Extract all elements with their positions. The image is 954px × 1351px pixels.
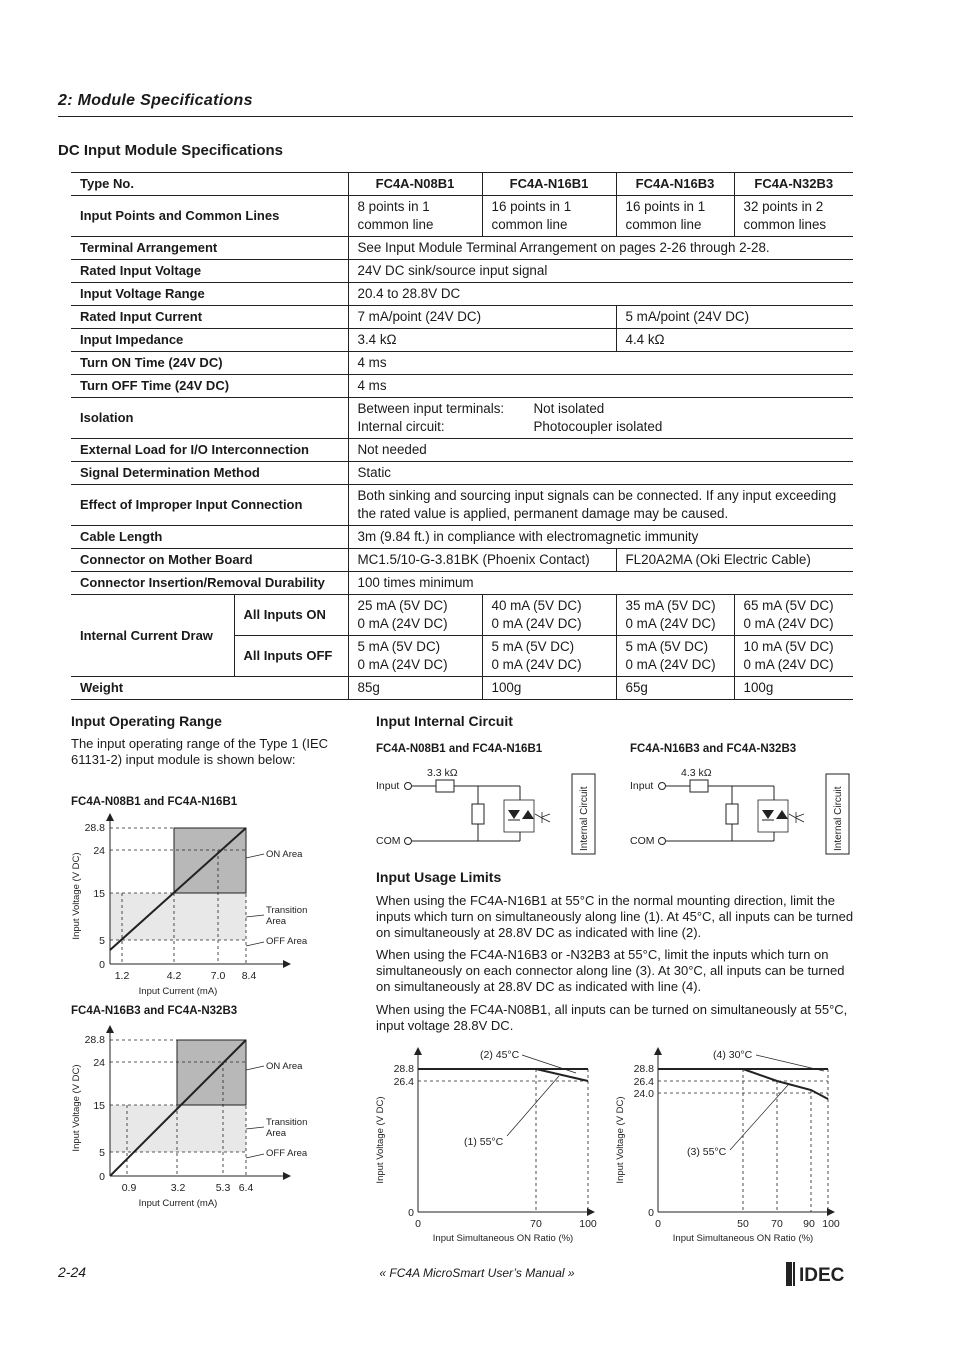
svg-text:(1) 55°C: (1) 55°C (464, 1136, 504, 1148)
row-label: Input Voltage Range (71, 283, 348, 306)
internal-circuit-title: Input Internal Circuit (376, 713, 513, 729)
svg-text:26.4: 26.4 (393, 1076, 414, 1088)
cell: MC1.5/10-G-3.81BK (Phoenix Contact) (348, 549, 616, 572)
cell: 65 mA (5V DC) 0 mA (24V DC) (734, 595, 853, 636)
cell: 20.4 to 28.8V DC (348, 283, 853, 306)
off-area (110, 940, 246, 964)
svg-text:0: 0 (415, 1218, 421, 1230)
usage-limits-p2: When using the FC4A-N16B3 or -N32B3 at 55°C, limit the inputs which turn on simultaneously on each connector along line (3). At 30°C, all inputs can be turned on simultaneously at 28.8V DC as indicated with line (4). (376, 947, 845, 994)
page-title: DC Input Module Specifications (58, 142, 284, 159)
svg-text:24: 24 (93, 1057, 105, 1069)
cell: 65g (616, 677, 734, 700)
cell: 85g (348, 677, 482, 700)
svg-text:Transition: Transition (266, 905, 308, 916)
operating-range-title: Input Operating Range (71, 713, 222, 729)
svg-text:100: 100 (579, 1218, 597, 1230)
circuit-diagram-right (626, 760, 856, 860)
cell: See Input Module Terminal Arrangement on pages 2-26 through 2-28. (348, 237, 853, 260)
usage-limits-title: Input Usage Limits (376, 869, 502, 885)
isolation-value-1: Not isolated (533, 401, 605, 416)
svg-text:70: 70 (530, 1218, 542, 1230)
cell: 5 mA (5V DC) 0 mA (24V DC) (348, 636, 482, 677)
svg-text:28.8: 28.8 (393, 1063, 414, 1075)
table-row (71, 375, 853, 398)
svg-text:Input Simultaneous ON Ratio (%: Input Simultaneous ON Ratio (%) (672, 1233, 814, 1244)
cell: 100 times minimum (348, 572, 853, 595)
cell: 25 mA (5V DC) 0 mA (24V DC) (348, 595, 482, 636)
svg-text:IDEC: IDEC (799, 1265, 845, 1286)
row-label: Turn OFF Time (24V DC) (71, 375, 348, 398)
svg-text:(4) 30°C: (4) 30°C (713, 1049, 753, 1061)
cell: 100g (482, 677, 616, 700)
svg-text:Area: Area (266, 916, 287, 927)
svg-text:Input: Input (376, 780, 400, 792)
svg-text:6.4: 6.4 (238, 1182, 254, 1194)
cell: 35 mA (5V DC) 0 mA (24V DC) (616, 595, 734, 636)
cell: 10 mA (5V DC) 0 mA (24V DC) (734, 636, 853, 677)
svg-text:3.2: 3.2 (170, 1182, 186, 1194)
table-row (71, 398, 853, 439)
table-row (71, 329, 853, 352)
page-number: 2-24 (58, 1264, 87, 1280)
cell: Not needed (348, 439, 853, 462)
cell: 4.4 kΩ (616, 329, 853, 352)
cell: 5 mA/point (24V DC) (616, 306, 853, 329)
svg-text:Input Simultaneous ON Ratio (%: Input Simultaneous ON Ratio (%) (432, 1233, 574, 1244)
usage-limit-chart-2 (610, 1042, 850, 1246)
svg-text:Input Voltage (V DC): Input Voltage (V DC) (71, 852, 82, 940)
svg-text:26.4: 26.4 (633, 1076, 654, 1088)
row-label: Rated Input Voltage (71, 260, 348, 283)
svg-text:5: 5 (99, 935, 105, 947)
svg-text:(2) 45°C: (2) 45°C (480, 1049, 520, 1061)
svg-text:4.3 kΩ: 4.3 kΩ (681, 767, 712, 779)
section-header: 2: Module Specifications (58, 92, 253, 109)
svg-text:OFF Area: OFF Area (266, 1148, 308, 1159)
row-label: Effect of Improper Input Connection (71, 485, 348, 526)
spec-table (71, 172, 853, 700)
row-label: Internal Current Draw (71, 595, 234, 677)
table-row (71, 260, 853, 283)
idec-logo (786, 1262, 853, 1286)
model-header: FC4A-N16B3 (616, 173, 734, 196)
usage-limit-chart-1 (370, 1042, 610, 1246)
cell: FL20A2MA (Oki Electric Cable) (616, 549, 853, 572)
table-row (71, 595, 853, 636)
table-row (71, 677, 853, 700)
table-row (71, 485, 853, 526)
svg-text:3.3 kΩ: 3.3 kΩ (427, 767, 458, 779)
chart1-title: FC4A-N08B1 and FC4A-N16B1 (71, 796, 238, 808)
chart2-title: FC4A-N16B3 and FC4A-N32B3 (71, 1005, 238, 1017)
svg-text:Internal Circuit: Internal Circuit (579, 786, 590, 851)
svg-text:ON Area: ON Area (266, 849, 303, 860)
table-row (71, 572, 853, 595)
svg-text:0: 0 (655, 1218, 661, 1230)
cell: Both sinking and sourcing input signals can be connected. If any input exceeding the rated value is applied, permanent damage may be caused. (348, 485, 853, 526)
svg-text:OFF Area: OFF Area (266, 936, 308, 947)
table-row (71, 173, 853, 196)
row-label: Connector Insertion/Removal Durability (71, 572, 348, 595)
cell: 24V DC sink/source input signal (348, 260, 853, 283)
svg-text:Transition: Transition (266, 1117, 308, 1128)
model-header: FC4A-N08B1 (348, 173, 482, 196)
isolation-label-1: Between input terminals: (357, 401, 505, 416)
svg-text:0: 0 (408, 1207, 414, 1219)
table-row (71, 439, 853, 462)
table-row (71, 306, 853, 329)
cell: 3.4 kΩ (348, 329, 616, 352)
cell: 3m (9.84 ft.) in compliance with electromagnetic immunity (348, 526, 853, 549)
isolation-label-2: Internal circuit: (357, 419, 445, 434)
cell: 32 points in 2 common lines (734, 196, 853, 237)
svg-text:0: 0 (99, 959, 105, 971)
row-label: Isolation (71, 398, 348, 439)
svg-text:Input Current (mA): Input Current (mA) (138, 986, 218, 997)
cell: 16 points in 1 common line (482, 196, 616, 237)
svg-text:0.9: 0.9 (121, 1182, 137, 1194)
svg-text:28.8: 28.8 (84, 1034, 105, 1046)
isolation-value-2: Photocoupler isolated (533, 419, 663, 434)
svg-text:5.3: 5.3 (215, 1182, 231, 1194)
svg-text:50: 50 (737, 1218, 749, 1230)
cell: 16 points in 1 common line (616, 196, 734, 237)
svg-text:24.0: 24.0 (633, 1088, 654, 1100)
table-row (71, 526, 853, 549)
svg-text:COM: COM (376, 835, 401, 847)
table-row (71, 237, 853, 260)
svg-text:1.2: 1.2 (114, 970, 130, 982)
row-label: Rated Input Current (71, 306, 348, 329)
cell: 100g (734, 677, 853, 700)
cell (348, 398, 853, 439)
svg-text:0: 0 (648, 1207, 654, 1219)
table-row (71, 352, 853, 375)
row-label: Type No. (71, 173, 348, 196)
row-label: Input Impedance (71, 329, 348, 352)
svg-text:28.8: 28.8 (633, 1063, 654, 1075)
sub-label: All Inputs ON (234, 595, 348, 636)
svg-text:Input: Input (630, 780, 654, 792)
cell: 5 mA (5V DC) 0 mA (24V DC) (482, 636, 616, 677)
svg-text:(3) 55°C: (3) 55°C (687, 1146, 727, 1158)
usage-limits-p1: When using the FC4A-N16B1 at 55°C in the normal mounting direction, limit the inputs which turn on simultaneously along line (1). At 45°C, all inputs can be turned on simultaneously at 28.8V DC as indicated with line (2). (376, 893, 854, 940)
table-row (71, 462, 853, 485)
svg-text:8.4: 8.4 (241, 970, 257, 982)
svg-text:4.2: 4.2 (166, 970, 182, 982)
cell: 5 mA (5V DC) 0 mA (24V DC) (616, 636, 734, 677)
svg-text:ON Area: ON Area (266, 1061, 303, 1072)
row-label: Input Points and Common Lines (71, 196, 348, 237)
line-1-55c (418, 1069, 588, 1081)
operating-range-chart-2 (60, 1024, 330, 1214)
header-rule (58, 116, 853, 117)
cell: 40 mA (5V DC) 0 mA (24V DC) (482, 595, 616, 636)
sub-label: All Inputs OFF (234, 636, 348, 677)
svg-text:0: 0 (99, 1171, 105, 1183)
row-label: Connector on Mother Board (71, 549, 348, 572)
svg-text:Internal Circuit: Internal Circuit (833, 786, 844, 851)
svg-text:Area: Area (266, 1128, 287, 1139)
svg-text:5: 5 (99, 1147, 105, 1159)
row-label: Turn ON Time (24V DC) (71, 352, 348, 375)
manual-title: « FC4A MicroSmart User’s Manual » (379, 1266, 575, 1280)
transition-area (110, 1105, 246, 1152)
svg-text:Input Voltage (V DC): Input Voltage (V DC) (375, 1096, 386, 1184)
svg-text:28.8: 28.8 (84, 822, 105, 834)
row-label: Signal Determination Method (71, 462, 348, 485)
usage-limits-p3: When using the FC4A-N08B1, all inputs can be turned on simultaneously at 55°C, input voltage 28.8V DC. (376, 1002, 848, 1033)
circuit-diagram-left (372, 760, 602, 860)
cell: 7 mA/point (24V DC) (348, 306, 616, 329)
row-label: Terminal Arrangement (71, 237, 348, 260)
row-label: Weight (71, 677, 348, 700)
svg-text:24: 24 (93, 845, 105, 857)
operating-range-text: The input operating range of the Type 1 (IEC 61131-2) input module is shown below: (71, 736, 329, 767)
svg-text:Input Voltage (V DC): Input Voltage (V DC) (615, 1096, 626, 1184)
table-row (71, 549, 853, 572)
row-label: Cable Length (71, 526, 348, 549)
table-row (71, 196, 853, 237)
row-label: External Load for I/O Interconnection (71, 439, 348, 462)
svg-text:15: 15 (93, 1100, 105, 1112)
model-header: FC4A-N32B3 (734, 173, 853, 196)
svg-text:100: 100 (822, 1218, 840, 1230)
svg-text:70: 70 (771, 1218, 783, 1230)
svg-text:90: 90 (803, 1218, 815, 1230)
cell: 8 points in 1 common line (348, 196, 482, 237)
svg-text:15: 15 (93, 888, 105, 900)
svg-text:7.0: 7.0 (210, 970, 226, 982)
svg-text:COM: COM (630, 835, 655, 847)
cell: 4 ms (348, 352, 853, 375)
circuit-right-title: FC4A-N16B3 and FC4A-N32B3 (630, 743, 797, 755)
svg-text:Input Voltage (V DC): Input Voltage (V DC) (71, 1064, 82, 1152)
cell: 4 ms (348, 375, 853, 398)
svg-text:Input Current (mA): Input Current (mA) (138, 1198, 218, 1209)
model-header: FC4A-N16B1 (482, 173, 616, 196)
cell: Static (348, 462, 853, 485)
circuit-left-title: FC4A-N08B1 and FC4A-N16B1 (376, 743, 543, 755)
table-row (71, 283, 853, 306)
operating-range-chart-1 (60, 812, 330, 1002)
